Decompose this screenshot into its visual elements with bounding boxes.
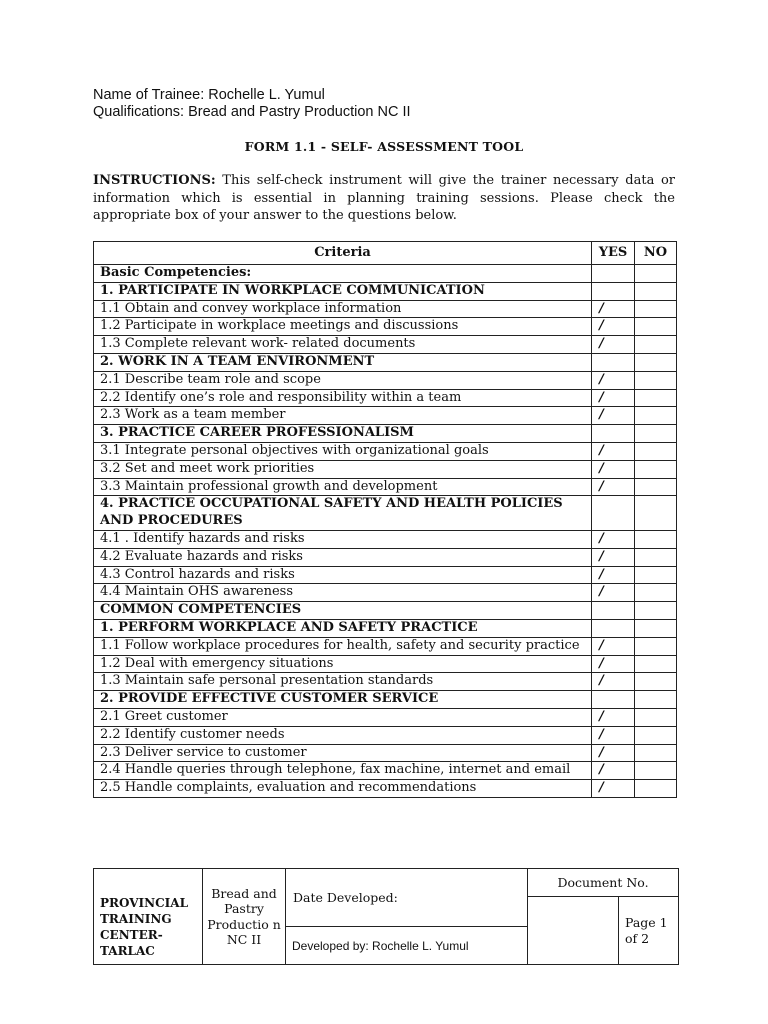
no-header: NO <box>635 242 677 265</box>
criteria-cell: 2.3 Deliver service to customer <box>94 744 592 762</box>
no-cell[interactable] <box>635 407 677 425</box>
no-cell[interactable] <box>635 655 677 673</box>
table-row <box>94 655 677 673</box>
no-cell[interactable] <box>635 566 677 584</box>
criteria-cell: 2.3 Work as a team member <box>94 407 592 425</box>
no-cell[interactable] <box>635 282 677 300</box>
criteria-cell: 1.2 Participate in workplace meetings and discussions <box>94 318 592 336</box>
yes-cell[interactable]: / <box>592 762 635 780</box>
no-cell[interactable] <box>635 530 677 548</box>
criteria-cell: 2.1 Describe team role and scope <box>94 371 592 389</box>
no-cell[interactable] <box>635 619 677 637</box>
table-row <box>94 442 677 460</box>
yes-cell[interactable]: / <box>592 708 635 726</box>
table-row <box>94 282 677 300</box>
table-row <box>94 744 677 762</box>
no-cell[interactable] <box>635 726 677 744</box>
yes-cell[interactable]: / <box>592 530 635 548</box>
no-cell[interactable] <box>635 744 677 762</box>
table-row <box>94 708 677 726</box>
no-cell[interactable] <box>635 478 677 496</box>
no-cell[interactable] <box>635 442 677 460</box>
criteria-cell: 3.2 Set and meet work priorities <box>94 460 592 478</box>
criteria-cell: 3.3 Maintain professional growth and development <box>94 478 592 496</box>
yes-cell[interactable] <box>592 265 635 283</box>
yes-cell[interactable] <box>592 691 635 709</box>
yes-cell[interactable]: / <box>592 371 635 389</box>
no-cell[interactable] <box>635 548 677 566</box>
criteria-table <box>93 241 677 798</box>
table-row <box>94 478 677 496</box>
no-cell[interactable] <box>635 460 677 478</box>
yes-cell[interactable]: / <box>592 389 635 407</box>
document-number-value <box>528 897 619 965</box>
criteria-cell: 4.2 Evaluate hazards and risks <box>94 548 592 566</box>
document-number: Document No. <box>528 869 679 897</box>
criteria-cell: COMMON COMPETENCIES <box>94 602 592 620</box>
criteria-cell: 1.1 Obtain and convey workplace information <box>94 300 592 318</box>
table-row <box>94 637 677 655</box>
date-developed: Date Developed: <box>286 869 528 927</box>
criteria-cell: 4. PRACTICE OCCUPATIONAL SAFETY AND HEALTH POLICIES AND PROCEDURES <box>94 496 592 531</box>
form-title: FORM 1.1 - SELF- ASSESSMENT TOOL <box>244 139 524 154</box>
no-cell[interactable] <box>635 389 677 407</box>
table-row <box>94 389 677 407</box>
table-row <box>94 265 677 283</box>
criteria-cell: 2.2 Identify one’s role and responsibility within a team <box>94 389 592 407</box>
table-header-row <box>94 242 677 265</box>
document-footer <box>93 868 679 965</box>
yes-cell[interactable]: / <box>592 780 635 798</box>
table-row <box>94 300 677 318</box>
table-row <box>94 726 677 744</box>
criteria-cell: 1.2 Deal with emergency situations <box>94 655 592 673</box>
table-row <box>94 566 677 584</box>
yes-cell[interactable]: / <box>592 584 635 602</box>
yes-cell[interactable]: / <box>592 744 635 762</box>
yes-cell[interactable]: / <box>592 478 635 496</box>
criteria-cell: 2. WORK IN A TEAM ENVIRONMENT <box>94 353 592 371</box>
criteria-cell: 1.1 Follow workplace procedures for health, safety and security practice <box>94 637 592 655</box>
table-row <box>94 318 677 336</box>
table-row <box>94 780 677 798</box>
criteria-cell: 2.4 Handle queries through telephone, fax machine, internet and email <box>94 762 592 780</box>
no-cell[interactable] <box>635 691 677 709</box>
yes-cell[interactable] <box>592 602 635 620</box>
table-row <box>94 584 677 602</box>
criteria-cell: 4.1 . Identify hazards and risks <box>94 530 592 548</box>
criteria-cell: 2.2 Identify customer needs <box>94 726 592 744</box>
table-row <box>94 548 677 566</box>
yes-cell[interactable]: / <box>592 442 635 460</box>
yes-cell[interactable]: / <box>592 300 635 318</box>
no-cell[interactable] <box>635 584 677 602</box>
no-cell[interactable] <box>635 780 677 798</box>
table-row <box>94 336 677 354</box>
yes-cell[interactable]: / <box>592 318 635 336</box>
page-number: Page 1 of 2 <box>619 897 679 965</box>
yes-cell[interactable] <box>592 425 635 443</box>
yes-header: YES <box>592 242 635 265</box>
table-row <box>94 691 677 709</box>
instructions-text: This self-check instrument will give the trainer necessary data or information which is essential in planning training sessions. Please check the appropriate box of your answer to the questions below. <box>93 173 675 223</box>
yes-cell[interactable] <box>592 496 635 531</box>
table-row <box>94 371 677 389</box>
yes-cell[interactable] <box>592 282 635 300</box>
developed-by: Developed by: Rochelle L. Yumul <box>286 927 528 965</box>
criteria-cell: 3. PRACTICE CAREER PROFESSIONALISM <box>94 425 592 443</box>
no-cell[interactable] <box>635 300 677 318</box>
yes-cell[interactable] <box>592 353 635 371</box>
qualification: Qualifications: Bread and Pastry Production NC II <box>93 104 411 120</box>
yes-cell[interactable]: / <box>592 637 635 655</box>
no-cell[interactable] <box>635 762 677 780</box>
instructions-label: INSTRUCTIONS: <box>93 173 216 188</box>
program-name: Bread and Pastry Productio n NC II <box>203 869 286 965</box>
yes-cell[interactable]: / <box>592 655 635 673</box>
yes-cell[interactable]: / <box>592 460 635 478</box>
table-row <box>94 673 677 691</box>
criteria-cell: 1.3 Maintain safe personal presentation standards <box>94 673 592 691</box>
criteria-cell: Basic Competencies: <box>94 265 592 283</box>
criteria-cell: 4.4 Maintain OHS awareness <box>94 584 592 602</box>
instructions <box>93 172 675 225</box>
trainee-name: Name of Trainee: Rochelle L. Yumul <box>93 87 325 103</box>
table-row <box>94 425 677 443</box>
no-cell[interactable] <box>635 371 677 389</box>
criteria-cell: 2.5 Handle complaints, evaluation and recommendations <box>94 780 592 798</box>
no-cell[interactable] <box>635 602 677 620</box>
no-cell[interactable] <box>635 336 677 354</box>
no-cell[interactable] <box>635 318 677 336</box>
criteria-cell: 1.3 Complete relevant work- related documents <box>94 336 592 354</box>
criteria-cell: 2.1 Greet customer <box>94 708 592 726</box>
trainee-header <box>93 87 411 121</box>
no-cell[interactable] <box>635 673 677 691</box>
yes-cell[interactable]: / <box>592 673 635 691</box>
criteria-cell: 2. PROVIDE EFFECTIVE CUSTOMER SERVICE <box>94 691 592 709</box>
table-row <box>94 530 677 548</box>
yes-cell[interactable]: / <box>592 336 635 354</box>
criteria-body <box>94 265 677 798</box>
criteria-cell: 4.3 Control hazards and risks <box>94 566 592 584</box>
no-cell[interactable] <box>635 353 677 371</box>
yes-cell[interactable]: / <box>592 548 635 566</box>
no-cell[interactable] <box>635 425 677 443</box>
criteria-cell: 1. PERFORM WORKPLACE AND SAFETY PRACTICE <box>94 619 592 637</box>
table-row <box>94 496 677 531</box>
criteria-cell: 1. PARTICIPATE IN WORKPLACE COMMUNICATION <box>94 282 592 300</box>
no-cell[interactable] <box>635 265 677 283</box>
table-row <box>94 353 677 371</box>
table-row <box>94 602 677 620</box>
no-cell[interactable] <box>635 637 677 655</box>
table-row <box>94 407 677 425</box>
yes-cell[interactable]: / <box>592 566 635 584</box>
yes-cell[interactable]: / <box>592 726 635 744</box>
no-cell[interactable] <box>635 708 677 726</box>
no-cell[interactable] <box>635 496 677 531</box>
yes-cell[interactable]: / <box>592 407 635 425</box>
table-row <box>94 762 677 780</box>
table-row <box>94 460 677 478</box>
criteria-header: Criteria <box>94 242 592 265</box>
yes-cell[interactable] <box>592 619 635 637</box>
training-center: PROVINCIAL TRAINING CENTER- TARLAC <box>94 869 203 965</box>
table-row <box>94 619 677 637</box>
criteria-cell: 3.1 Integrate personal objectives with organizational goals <box>94 442 592 460</box>
